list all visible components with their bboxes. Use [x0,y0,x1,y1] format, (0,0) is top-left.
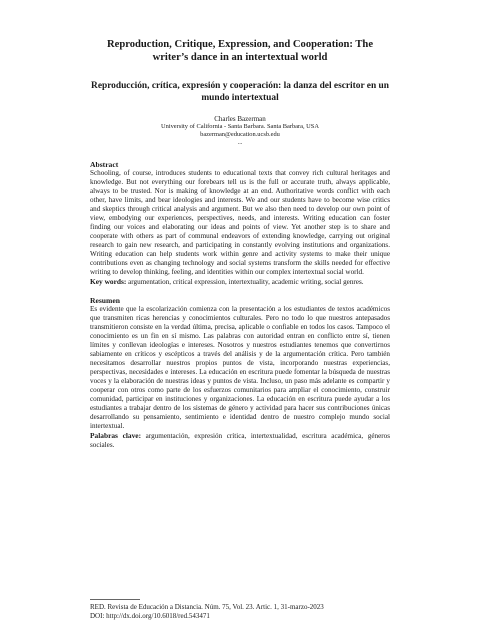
resumen-section [90,296,390,450]
page-footer [90,603,390,621]
footer-divider [90,599,140,600]
keywords-list: argumentation, critical expression, intertextuality, academic writing, social genres. [128,278,364,286]
author-ellipsis: ... [237,139,243,146]
resumen-keywords [90,431,390,450]
doi-link[interactable]: DOI: http://dx.doi.org/10.6018/red.543471 [90,612,210,620]
resumen-text: Es evidente que la escolarización comienza con la presentación a los estudiantes de textos académicos que transmiten ricas herencias y conocimientos culturales. Pero no todo lo que nuestros antepasados transmitieron consiste en la verdad última, precisa, aplicable o confiable en todos los casos. Tampoco el conocimiento es un fin en sí mismo. Las palabras con autoridad entran en conflicto entre sí, tienen límites y conllevan ideologías e intereses. Nosotros y nuestros estudiantes tenemos que convertirnos sabiamente en críticos y escépticos a través del análisis y de la argumentación crítica. Pero también necesitamos desarrollar nuestros propios puntos de vista, incorporando nuestras experiencias, perspectivas, necesidades e intereses. La educación en escritura puede fomentar la búsqueda de nuestras voces y la elaboración de nuestras ideas y puntos de vista. Incluso, un paso más adelante es compartir y cooperar con otros como parte de los esfuerzos comunitarios para ampliar el conocimiento, construir comunidad, participar en instituciones y organizaciones. La educación en escritura puede ayudar a los estudiantes a trabajar dentro de los sistemas de género y actividad para hacer sus contribuciones únicas desarrollando su pensamiento, sentimiento e identidad dentro de nuestro complejo mundo social intertextual. [90,305,390,430]
title-english: Reproduction, Critique, Expression, and Cooperation: The writer’s dance in an intertextual world [106,39,374,63]
abstract-section [90,160,390,287]
author-affiliation: University of California - Santa Barbara. Santa Barbara, USA [161,123,319,130]
palabras-clave-label: Palabras clave: [90,431,142,440]
resumen-heading: Resumen [90,296,120,305]
author-block [90,115,390,147]
abstract-heading: Abstract [90,160,119,169]
abstract-text: Schooling, of course, introduces students to educational texts that convey rich cultural heritages and knowledge. But not everything our forebears tell us is the full or accurate truth, always applicable, always to be trusted. Nor is making of knowledge at an end. Authoritative words conflict with each other, have limits, and bear ideologies and interests. We and our students have to become wise critics and skeptics through critical analysis and argument. But we also then need to develop our own point of view, embodying our experiences, perspectives, needs, and interests. Writing education can foster finding our voices and elaborating our ideas and points of view. Yet another step is to share and cooperate with others as part of communal endeavors of extending knowledge, carrying out original research to gain new research, and participating in constantly evolving institutions and organizations. Writing education can help students work within genre and activity systems to make their unique contributions even as changing technology and social systems transform the skills needed for effective writing to develop thinking, feeling, and identities within our complex intertextual social world. [90,169,390,276]
abstract-keywords [90,277,390,287]
palabras-clave-list: argumentación, expresión crítica, intertextualidad, escritura académica, géneros sociales. [90,432,390,449]
journal-citation: RED. Revista de Educación a Distancia. Núm. 75, Vol. 23. Artic. 1, 31-marzo-2023 [90,603,324,611]
author-name: Charles Bazerman [214,115,266,123]
author-email[interactable]: bazerman@education.ucsb.edu [200,131,280,138]
paper-content [90,38,390,450]
keywords-label: Key words: [90,277,127,286]
title-spanish: Reproducción, crítica, expresión y cooperación: la danza del escritor en un mundo intertextual [91,81,389,103]
